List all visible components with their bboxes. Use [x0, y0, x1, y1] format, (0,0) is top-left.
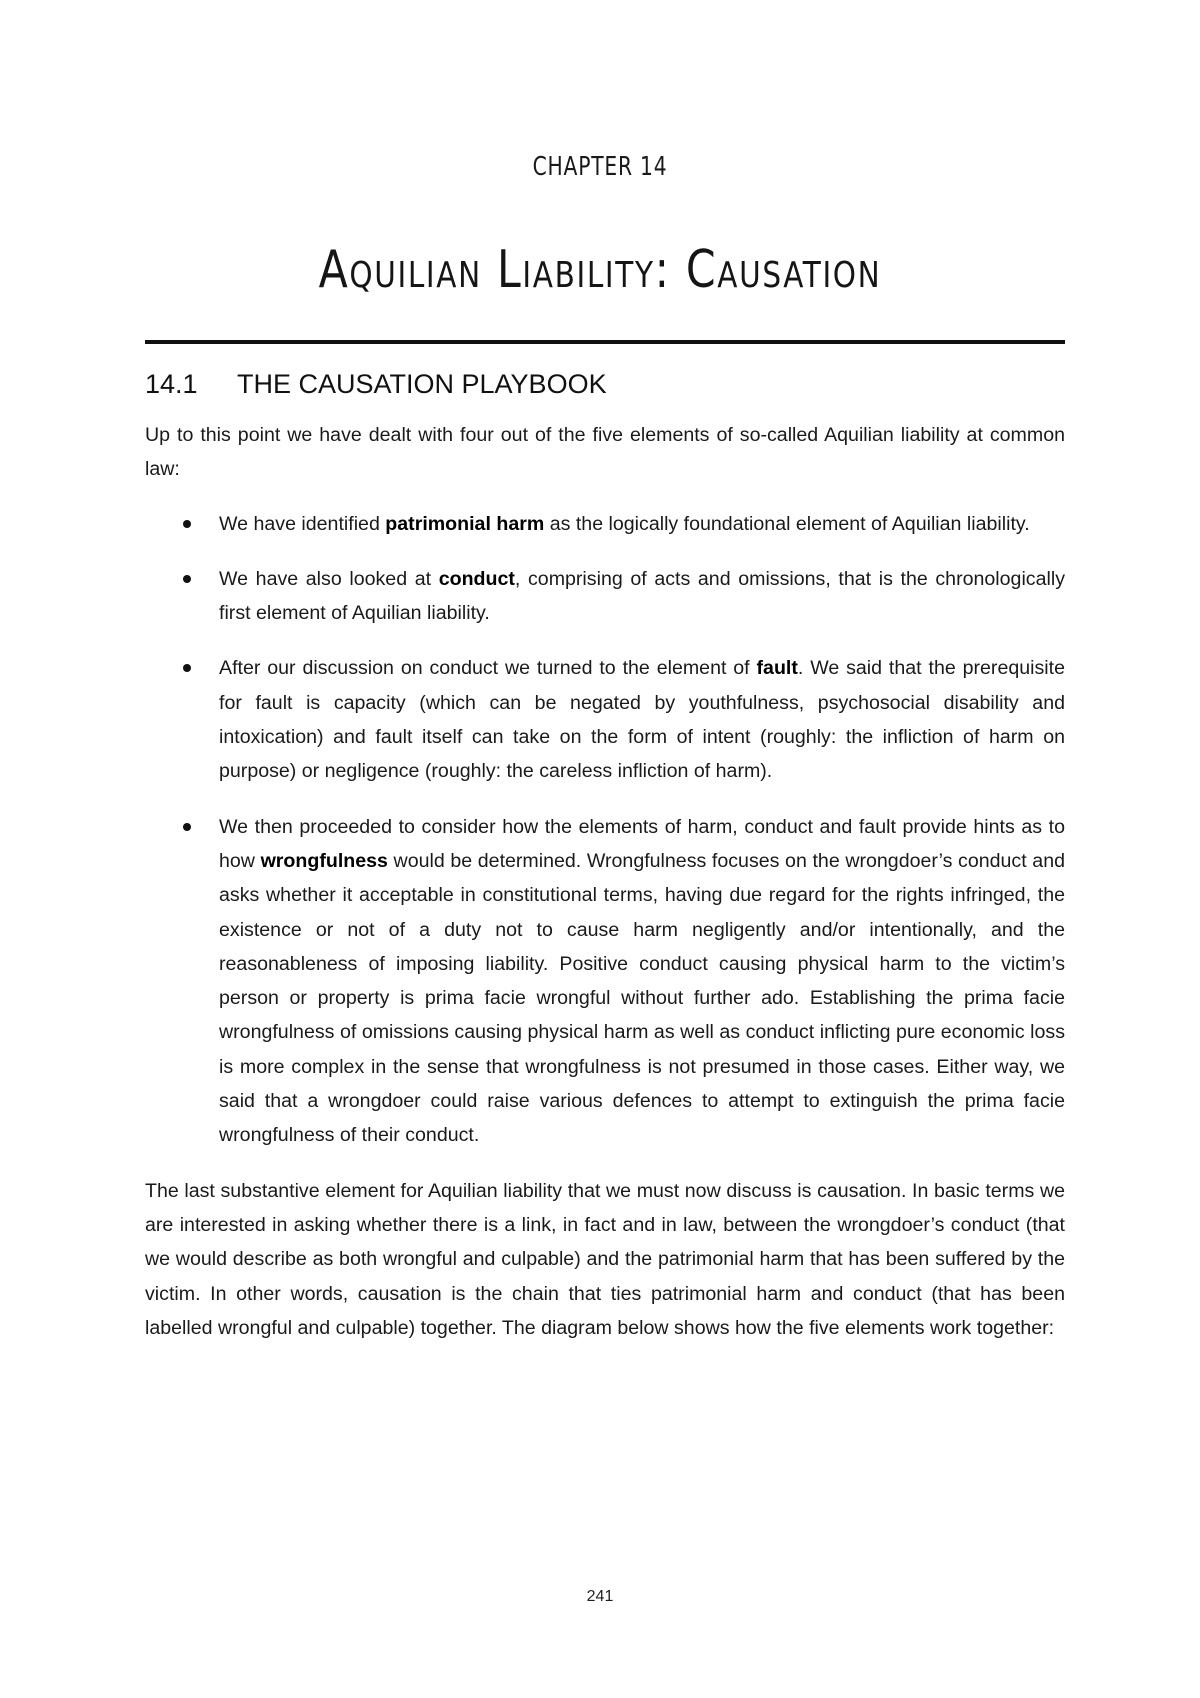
section-title: THE CAUSATION PLAYBOOK [237, 369, 607, 399]
elements-list [145, 507, 1065, 1153]
key-term: conduct [438, 567, 515, 590]
key-term: fault [756, 657, 798, 680]
bullet-icon [183, 520, 191, 528]
list-item [145, 810, 1065, 1153]
bullet-text: , comprising of acts and omissions, that is the chronologically first element of Aquilian liability. [219, 567, 1065, 625]
page-content [145, 364, 1065, 1365]
list-item [145, 507, 1065, 541]
key-term: wrongfulness [260, 849, 388, 872]
bullet-text: would be determined. Wrongfulness focuses on the wrongdoer’s conduct and asks whether it acceptable in constitutional terms, having due regard for the rights infringed, the existence or not of a duty not to cause harm negligently and/or intentionally, and the reasonableness of imposing liability. Positive conduct causing physical harm to the victim’s person or property is prima facie wrongful without further ado. Establishing the prima facie wrongfulness of omissions causing physical harm as well as conduct inflicting pure economic loss is more complex in the sense that wrongfulness is not presumed in those cases. Either way, we said that a wrongdoer could raise various defences to attempt to extinguish the prima facie wrongfulness of their conduct. [219, 849, 1065, 1147]
bullet-text: We have also looked at [219, 567, 439, 590]
chapter-label: CHAPTER 14 [532, 152, 668, 182]
closing-paragraph: The last substantive element for Aquilian liability that we must now discuss is causation. In basic terms we are interested in asking whether there is a link, in fact and in law, between the wrongdoer’s conduct (that we would describe as both wrongful and culpable) and the patrimonial harm that has been suffered by the victim. In other words, causation is the chain that ties patrimonial harm and conduct (that has been labelled wrongful and culpable) together. The diagram below shows how the five elements work together: [145, 1179, 1065, 1339]
section-number: 14.1 [145, 369, 198, 399]
bullet-text: We then proceeded to consider how the elements of harm, conduct and fault provide hints as to how [219, 815, 1065, 872]
title-divider [145, 340, 1065, 344]
bullet-icon [183, 823, 191, 831]
bullet-text: . We said that the prerequisite for fault is capacity (which can be negated by youthfulness, psychosocial disability and intoxication) and fault itself can take on the form of intent (roughly: the infliction of harm on purpose) or negligence (roughly: the careless infliction of harm). [219, 657, 1065, 783]
bullet-icon [183, 664, 191, 672]
bullet-text: We have identified [219, 512, 386, 535]
bullet-text: After our discussion on conduct we turned to the element of [219, 657, 757, 680]
bullet-icon [183, 575, 191, 583]
key-term: patrimonial harm [385, 512, 545, 535]
intro-paragraph: Up to this point we have dealt with four out of the five elements of so-called Aquilian liability at common law: [145, 424, 1065, 481]
page-number: 241 [586, 1588, 614, 1605]
bullet-text: as the logically foundational element of Aquilian liability. [544, 512, 1030, 535]
section-heading [145, 364, 1065, 404]
list-item [145, 562, 1065, 631]
chapter-title: Aquilian Liability: Causation [318, 240, 882, 300]
list-item [145, 651, 1065, 788]
